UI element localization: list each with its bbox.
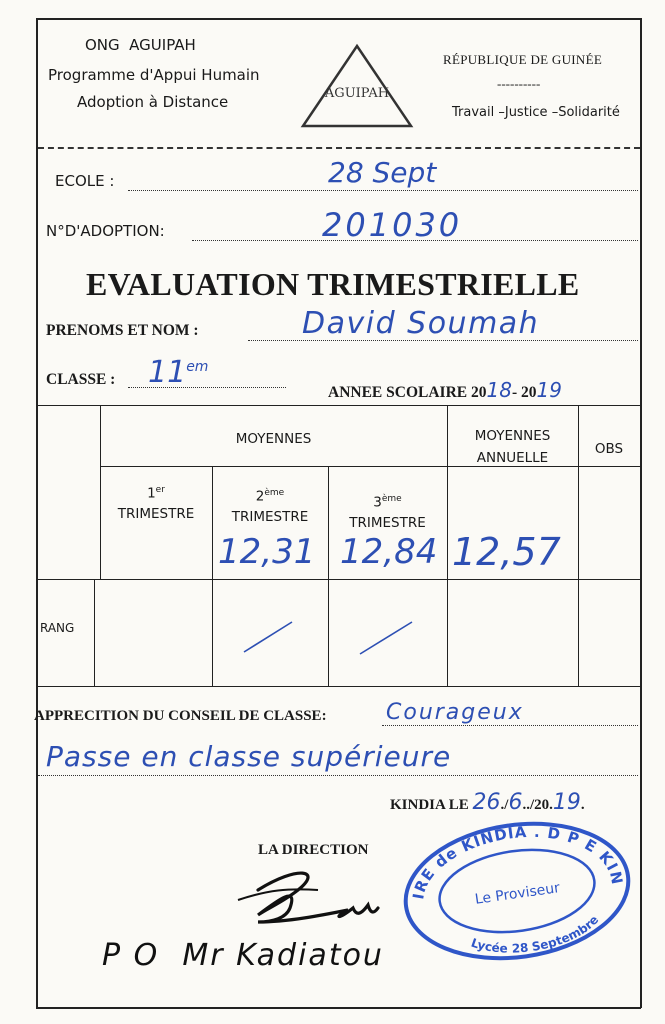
table-col-line-4 bbox=[447, 405, 448, 686]
council-value: Courageux bbox=[386, 700, 524, 725]
svg-text:AGUIPAH: AGUIPAH bbox=[324, 86, 390, 101]
moyennes-header: MOYENNES bbox=[235, 431, 312, 447]
school-label: ECOLE : bbox=[55, 172, 115, 190]
year-start: 18 bbox=[486, 378, 512, 402]
school-dots bbox=[128, 190, 638, 191]
org-line-3: Adoption à Distance bbox=[77, 93, 229, 111]
org-name: ONG AGUIPAH bbox=[85, 36, 196, 54]
council-line2: Passe en classe supérieure bbox=[46, 740, 452, 773]
stamp-icon bbox=[400, 816, 634, 966]
republic-title: RÉPUBLIQUE DE GUINÉE bbox=[443, 52, 603, 67]
table-top-line bbox=[36, 405, 641, 406]
official-stamp bbox=[400, 816, 634, 966]
trimester-1-num: 1 bbox=[147, 485, 156, 502]
trimester-2-header bbox=[212, 483, 328, 527]
rank-dash-2 bbox=[240, 616, 300, 656]
rank-label: RANG bbox=[40, 621, 75, 635]
trimester-3-sup: ème bbox=[381, 494, 402, 504]
date-line: KINDIA LE 26./6../20.19. bbox=[390, 790, 585, 815]
table-rank-line bbox=[36, 579, 641, 580]
adoption-label: N°D'ADOPTION: bbox=[46, 222, 165, 240]
year-sep: - 20 bbox=[511, 384, 537, 401]
class-sup: em bbox=[186, 359, 209, 375]
obs-header: OBS bbox=[594, 441, 624, 457]
trimester-1-sup: er bbox=[155, 485, 165, 495]
trimester-3-header bbox=[328, 489, 447, 533]
logo-triangle-icon bbox=[300, 42, 415, 130]
name-label: PRENOMS ET NOM : bbox=[46, 322, 199, 339]
po-text: P O Mr Kadiatou bbox=[102, 938, 384, 973]
frame-top bbox=[36, 18, 641, 20]
org-line-2: Programme d'Appui Humain bbox=[48, 66, 260, 84]
svg-text:IRE de KINDIA . D P E KINDIA: IRE de KINDIA . D P E KINDIA bbox=[409, 822, 627, 901]
trimester-3-label: TRIMESTRE bbox=[349, 514, 426, 531]
table-subheader-line bbox=[100, 466, 640, 467]
trimester-1-header bbox=[100, 480, 212, 524]
svg-text:Le Proviseur: Le Proviseur bbox=[473, 880, 561, 908]
trimester-1-label: TRIMESTRE bbox=[117, 505, 195, 522]
annual-grade: 12,57 bbox=[452, 530, 561, 574]
trimester-2-sup: ème bbox=[264, 488, 285, 498]
name-value: David Soumah bbox=[302, 306, 540, 341]
date-year: 19 bbox=[552, 790, 581, 815]
date-day: 26 bbox=[472, 790, 501, 815]
rank-dash-3 bbox=[356, 618, 416, 658]
trimester-2-num: 2 bbox=[255, 488, 265, 505]
year-end: 19 bbox=[536, 378, 562, 402]
class-label: CLASSE : bbox=[46, 371, 116, 388]
annual-header-line1: MOYENNES bbox=[474, 428, 551, 444]
trimester-3-grade: 12,84 bbox=[340, 532, 438, 572]
class-value bbox=[148, 355, 208, 390]
direction-label: LA DIRECTION bbox=[258, 842, 369, 858]
republic-motto: Travail –Justice –Solidarité bbox=[452, 105, 620, 120]
page-title: EVALUATION TRIMESTRIELLE bbox=[86, 266, 580, 302]
frame-bottom bbox=[36, 1007, 641, 1009]
table-col-line-1b bbox=[94, 579, 95, 686]
republic-dashes: ---------- bbox=[497, 76, 541, 91]
council-dots bbox=[382, 725, 638, 726]
annual-header-line2: ANNUELLE bbox=[476, 450, 549, 466]
svg-text:Lycée 28 Septembre: Lycée 28 Septembre bbox=[469, 912, 602, 956]
header-separator bbox=[38, 147, 640, 149]
frame-right bbox=[640, 18, 642, 1008]
date-month: 6 bbox=[508, 790, 523, 815]
place-label: KINDIA LE bbox=[390, 797, 469, 813]
logo bbox=[300, 42, 415, 130]
class-number: 11 bbox=[148, 355, 187, 390]
school-value: 28 Sept bbox=[328, 156, 437, 189]
signature-icon bbox=[228, 860, 388, 930]
council-dots-2 bbox=[38, 775, 638, 776]
year-label: ANNEE SCOLAIRE 20 bbox=[328, 384, 487, 401]
table-bottom-line bbox=[36, 686, 641, 687]
adoption-value: 201030 bbox=[322, 206, 463, 244]
trimester-3-num: 3 bbox=[373, 494, 382, 511]
trimester-2-label: TRIMESTRE bbox=[231, 508, 309, 525]
council-label: APPRECITION DU CONSEIL DE CLASSE: bbox=[34, 708, 327, 724]
trimester-2-grade: 12,31 bbox=[218, 532, 316, 572]
frame-left bbox=[36, 18, 38, 1008]
school-year bbox=[328, 378, 562, 402]
